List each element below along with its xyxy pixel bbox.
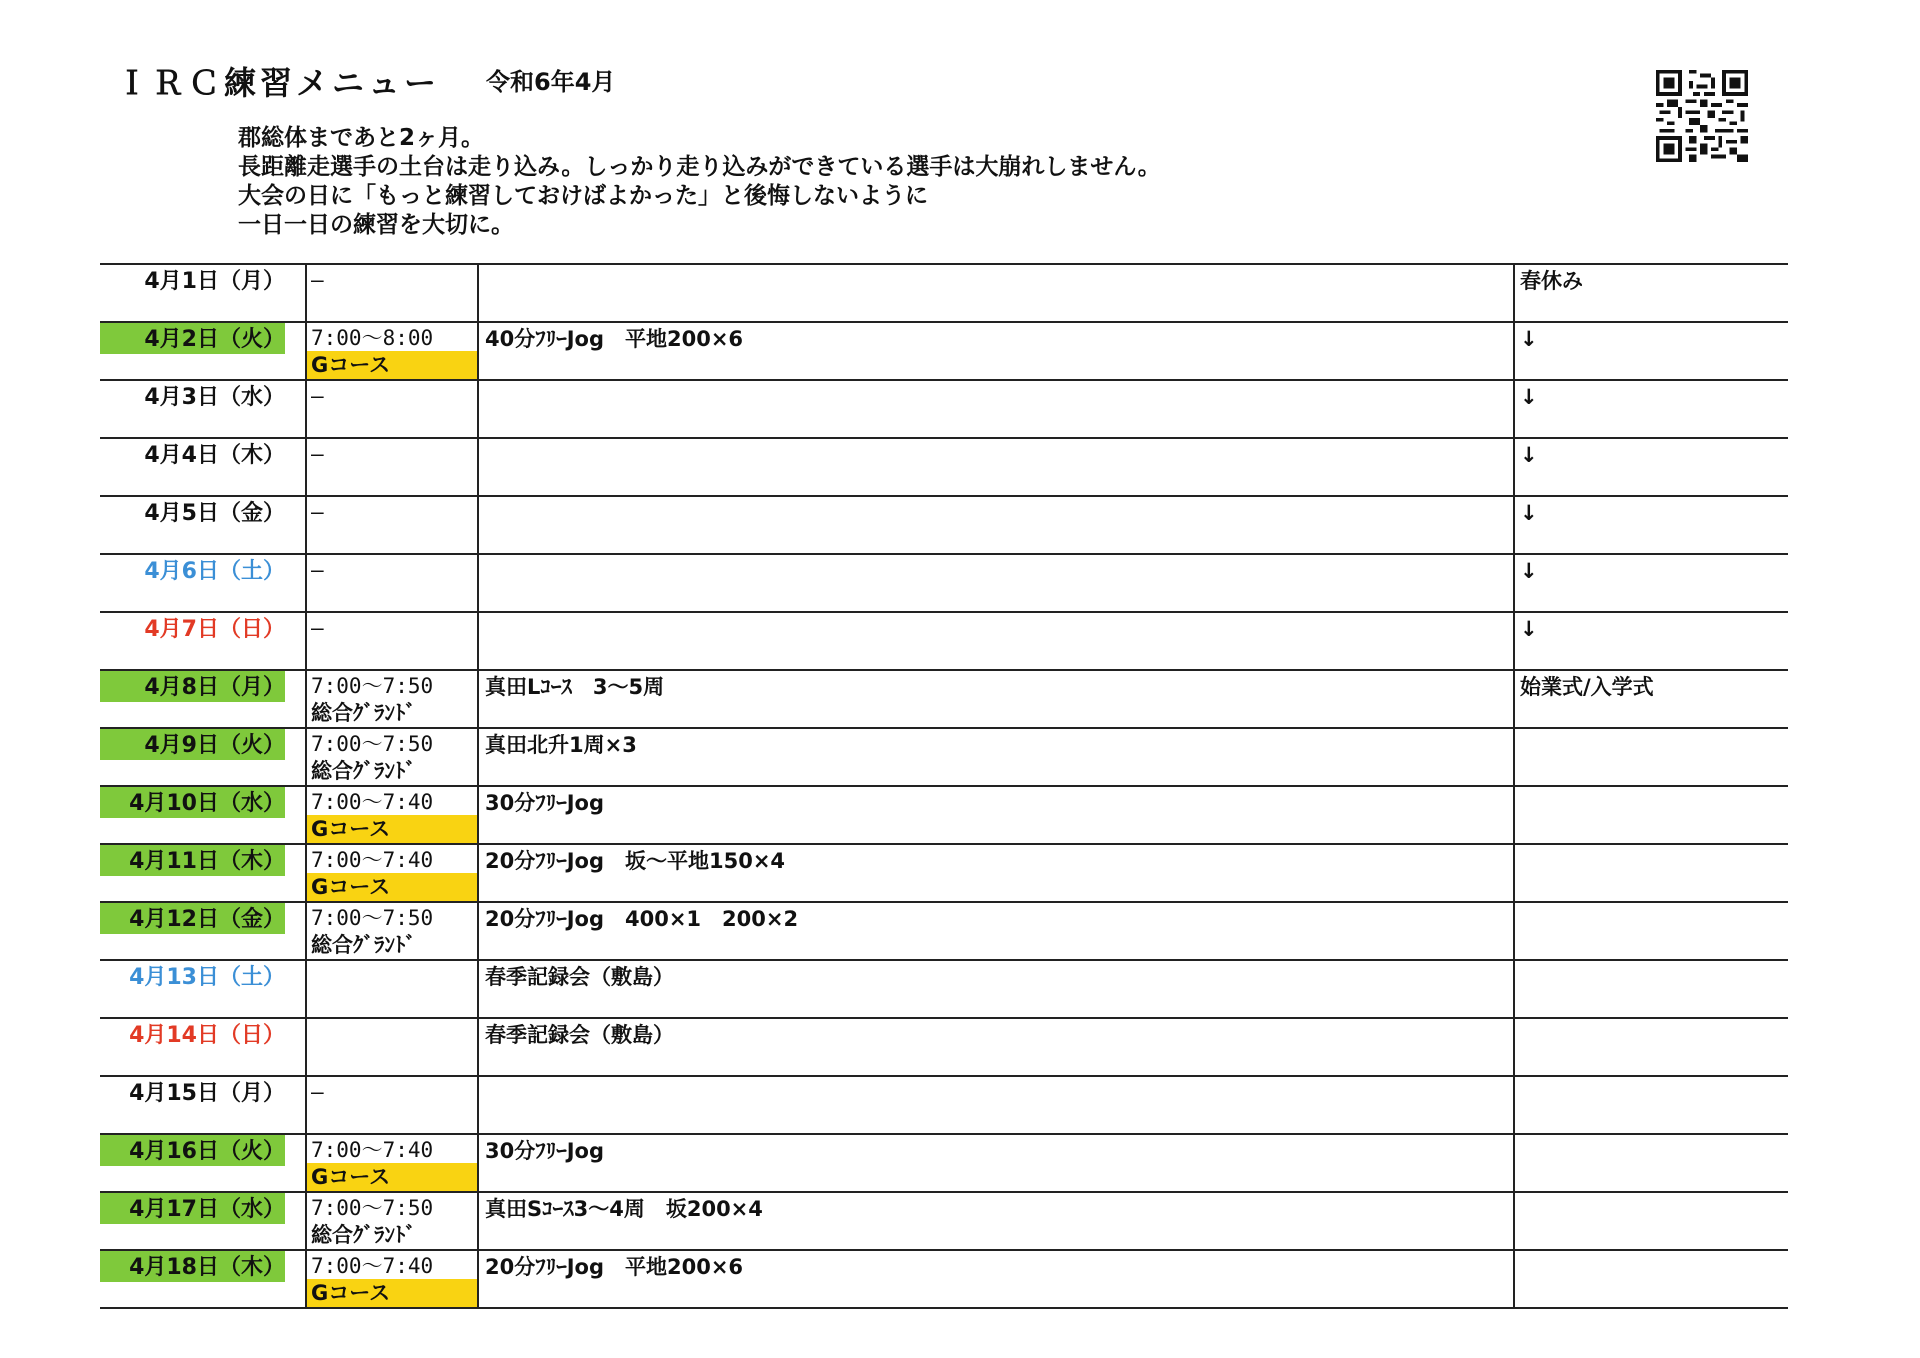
date-label: 4月14日（日） — [129, 1023, 285, 1048]
menu-cell: 20分ﾌﾘｰJog 400×1 200×2 — [478, 902, 1514, 960]
menu-cell — [478, 496, 1514, 554]
date-cell — [100, 902, 306, 960]
date-label: 4月12日（金） — [100, 903, 285, 934]
page-title: ＩＲＣ練習メニュー — [116, 64, 441, 102]
location-label: Gコース — [307, 873, 477, 901]
date-label: 4月7日（日） — [144, 617, 285, 642]
time-range: 7:00～7:40 — [311, 790, 434, 814]
date-cell — [100, 670, 306, 728]
schedule-table — [100, 263, 1788, 1309]
date-label: 4月1日（月） — [144, 269, 285, 294]
table-row — [100, 438, 1788, 496]
date-cell — [100, 612, 306, 670]
location-label: 総合ｸﾞﾗﾝﾄﾞ — [311, 1223, 416, 1247]
time-range: – — [311, 384, 324, 408]
time-cell — [306, 554, 478, 612]
table-row — [100, 554, 1788, 612]
note-cell: ↓ — [1514, 438, 1788, 496]
note-cell — [1514, 844, 1788, 902]
time-range: – — [311, 442, 324, 466]
time-cell — [306, 902, 478, 960]
table-row — [100, 1192, 1788, 1250]
menu-cell — [478, 264, 1514, 322]
date-cell — [100, 1076, 306, 1134]
location-label — [307, 1105, 477, 1133]
date-cell — [100, 264, 306, 322]
date-label: 4月13日（土） — [129, 965, 285, 990]
note-cell: 春休み — [1514, 264, 1788, 322]
month-label: 令和6年4月 — [486, 68, 616, 96]
note-cell: ↓ — [1514, 322, 1788, 380]
time-range: – — [311, 616, 324, 640]
location-label — [307, 293, 477, 321]
menu-cell: 40分ﾌﾘｰJog 平地200×6 — [478, 322, 1514, 380]
time-cell — [306, 844, 478, 902]
location-label: 総合ｸﾞﾗﾝﾄﾞ — [311, 701, 416, 725]
time-cell — [306, 322, 478, 380]
menu-cell: 真田北升1周×3 — [478, 728, 1514, 786]
note-cell — [1514, 902, 1788, 960]
time-range: 7:00～7:40 — [311, 848, 434, 872]
note-cell — [1514, 1134, 1788, 1192]
time-cell — [306, 380, 478, 438]
menu-cell — [478, 1076, 1514, 1134]
date-cell — [100, 1018, 306, 1076]
time-cell — [306, 728, 478, 786]
location-label — [307, 467, 477, 495]
date-label: 4月16日（火） — [100, 1135, 285, 1166]
menu-cell — [478, 554, 1514, 612]
table-row — [100, 902, 1788, 960]
note-cell — [1514, 786, 1788, 844]
table-row — [100, 380, 1788, 438]
time-range: 7:00～7:50 — [311, 732, 434, 756]
intro-line: 大会の日に「もっと練習しておけばよかった」と後悔しないように — [238, 183, 928, 209]
time-range: – — [311, 558, 324, 582]
time-cell — [306, 1018, 478, 1076]
date-cell — [100, 496, 306, 554]
intro-line: 長距離走選手の土台は走り込み。しっかり走り込みができている選手は大崩れしません。 — [238, 154, 1161, 180]
note-cell: ↓ — [1514, 496, 1788, 554]
note-cell: 始業式/入学式 — [1514, 670, 1788, 728]
time-cell — [306, 438, 478, 496]
menu-cell: 20分ﾌﾘｰJog 坂～平地150×4 — [478, 844, 1514, 902]
date-cell — [100, 786, 306, 844]
note-cell — [1514, 728, 1788, 786]
time-range: – — [311, 268, 324, 292]
note-cell — [1514, 960, 1788, 1018]
date-cell — [100, 1192, 306, 1250]
table-row — [100, 1018, 1788, 1076]
date-label: 4月18日（木） — [100, 1251, 285, 1282]
time-cell — [306, 1192, 478, 1250]
date-cell — [100, 438, 306, 496]
time-cell — [306, 1250, 478, 1308]
location-label — [307, 641, 477, 669]
time-cell — [306, 786, 478, 844]
table-row — [100, 322, 1788, 380]
menu-cell: 20分ﾌﾘｰJog 平地200×6 — [478, 1250, 1514, 1308]
location-label — [307, 409, 477, 437]
table-row — [100, 670, 1788, 728]
table-row — [100, 844, 1788, 902]
date-label: 4月8日（月） — [100, 671, 285, 702]
table-row — [100, 786, 1788, 844]
table-row — [100, 1134, 1788, 1192]
menu-cell: 30分ﾌﾘｰJog — [478, 1134, 1514, 1192]
location-label: Gコース — [307, 1163, 477, 1191]
menu-cell — [478, 438, 1514, 496]
date-cell — [100, 1250, 306, 1308]
time-range: 7:00～7:40 — [311, 1138, 434, 1162]
note-cell: ↓ — [1514, 612, 1788, 670]
location-label: Gコース — [307, 815, 477, 843]
note-cell: ↓ — [1514, 554, 1788, 612]
location-label — [307, 1047, 477, 1075]
intro-message — [238, 124, 1161, 240]
location-label: Gコース — [307, 351, 477, 379]
time-range: 7:00～7:50 — [311, 906, 434, 930]
date-label: 4月17日（水） — [100, 1193, 285, 1224]
date-label: 4月5日（金） — [144, 501, 285, 526]
note-cell — [1514, 1192, 1788, 1250]
location-label — [307, 525, 477, 553]
time-cell — [306, 612, 478, 670]
note-cell — [1514, 1250, 1788, 1308]
time-cell — [306, 264, 478, 322]
date-cell — [100, 322, 306, 380]
date-label: 4月2日（火） — [100, 323, 285, 354]
time-cell — [306, 496, 478, 554]
date-label: 4月10日（水） — [100, 787, 285, 818]
note-cell — [1514, 1018, 1788, 1076]
date-label: 4月11日（木） — [100, 845, 285, 876]
time-range — [307, 961, 477, 989]
date-label: 4月6日（土） — [144, 559, 285, 584]
time-range: – — [311, 500, 324, 524]
location-label — [307, 583, 477, 611]
time-cell — [306, 960, 478, 1018]
intro-line: 郡総体まであと2ヶ月。 — [238, 125, 485, 151]
table-row — [100, 1076, 1788, 1134]
table-row — [100, 960, 1788, 1018]
table-row — [100, 1250, 1788, 1308]
menu-cell: 30分ﾌﾘｰJog — [478, 786, 1514, 844]
time-cell — [306, 670, 478, 728]
location-label — [307, 989, 477, 1017]
table-row — [100, 264, 1788, 322]
menu-cell: 真田Lｺｰｽ 3～5周 — [478, 670, 1514, 728]
time-range: 7:00～7:40 — [311, 1254, 434, 1278]
menu-cell — [478, 380, 1514, 438]
date-cell — [100, 728, 306, 786]
qr-code-icon — [1656, 70, 1748, 162]
date-cell — [100, 554, 306, 612]
menu-cell — [478, 612, 1514, 670]
note-cell: ↓ — [1514, 380, 1788, 438]
date-label: 4月3日（水） — [144, 385, 285, 410]
date-cell — [100, 960, 306, 1018]
location-label: Gコース — [307, 1279, 477, 1307]
date-cell — [100, 380, 306, 438]
time-cell — [306, 1076, 478, 1134]
menu-cell: 春季記録会（敷島） — [478, 1018, 1514, 1076]
time-range: 7:00～7:50 — [311, 1196, 434, 1220]
date-cell — [100, 844, 306, 902]
date-label: 4月9日（火） — [100, 729, 285, 760]
note-cell — [1514, 1076, 1788, 1134]
menu-cell: 真田Sｺｰｽ3～4周 坂200×4 — [478, 1192, 1514, 1250]
table-row — [100, 728, 1788, 786]
menu-cell: 春季記録会（敷島） — [478, 960, 1514, 1018]
intro-line: 一日一日の練習を大切に。 — [238, 212, 514, 238]
date-label: 4月15日（月） — [129, 1081, 285, 1106]
time-cell — [306, 1134, 478, 1192]
location-label: 総合ｸﾞﾗﾝﾄﾞ — [311, 759, 416, 783]
date-cell — [100, 1134, 306, 1192]
time-range — [307, 1019, 477, 1047]
table-row — [100, 496, 1788, 554]
location-label: 総合ｸﾞﾗﾝﾄﾞ — [311, 933, 416, 957]
time-range: 7:00～8:00 — [311, 326, 434, 350]
date-label: 4月4日（木） — [144, 443, 285, 468]
table-row — [100, 612, 1788, 670]
time-range: 7:00～7:50 — [311, 674, 434, 698]
time-range: – — [311, 1080, 324, 1104]
